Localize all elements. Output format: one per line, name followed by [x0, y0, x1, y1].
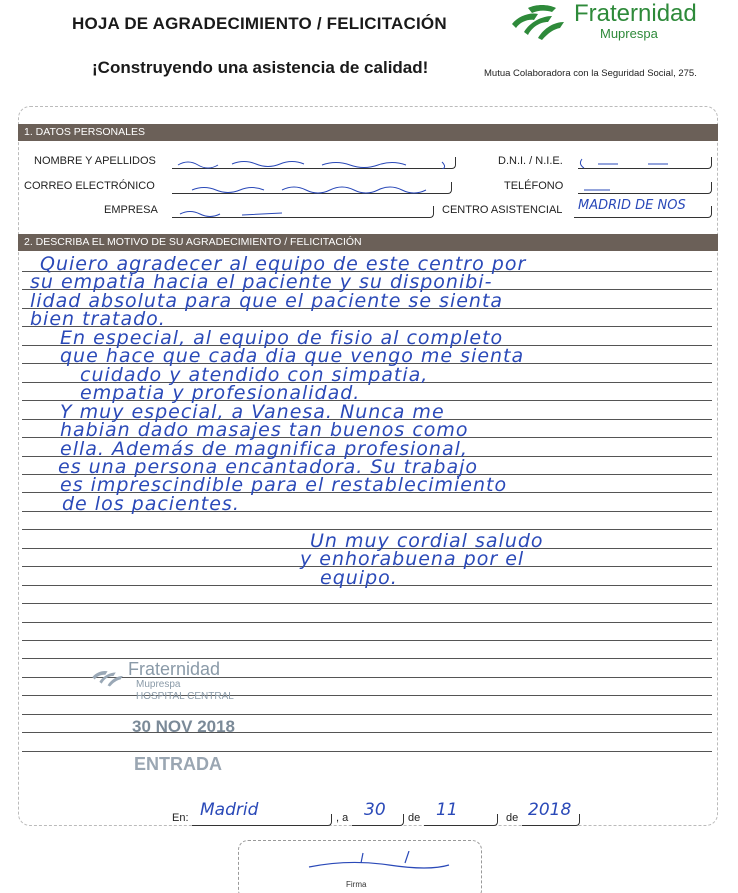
dni-field[interactable] — [578, 157, 712, 169]
stamp-name: Fraternidad — [128, 659, 221, 679]
stamp-entrada: ENTRADA — [134, 754, 222, 774]
handwritten-line: de los pacientes. — [62, 493, 240, 515]
centro-value: MADRID DE NOS — [578, 198, 686, 213]
year-value: 2018 — [528, 800, 572, 820]
entry-stamp — [90, 657, 250, 777]
handwritten-line: empatia y profesionalidad. — [80, 382, 361, 404]
handwritten-line: es una persona encantadora. Su trabajo — [58, 456, 479, 478]
label-centro: CENTRO ASISTENCIAL — [442, 204, 563, 216]
correo-field[interactable] — [172, 182, 452, 194]
label-dni: D.N.I. / N.I.E. — [498, 155, 563, 167]
handwritten-line: que hace que cada dia que vengo me sienta — [60, 345, 525, 367]
label-empresa: EMPRESA — [104, 204, 158, 216]
day-value: 30 — [364, 800, 386, 820]
label-telefono: TELÉFONO — [504, 180, 564, 192]
handwritten-line: equipo. — [320, 567, 398, 589]
logo-name: Fraternidad — [574, 0, 697, 27]
handwritten-line: y enhorabuena por el — [300, 548, 525, 570]
stamp-sub: Muprespa — [136, 679, 181, 690]
handwritten-line: habian dado masajes tan buenos como — [60, 419, 469, 441]
handwritten-line: En especial, al equipo de fisio al completo — [60, 327, 504, 349]
brand-logo — [508, 0, 728, 46]
ruled-line — [22, 603, 712, 604]
page-title: HOJA DE AGRADECIMIENTO / FELICITACIÓN — [72, 14, 447, 33]
section-datos-personales: 1. DATOS PERSONALES — [18, 124, 718, 141]
nombre-scribble — [172, 157, 456, 169]
mutua-text: Mutua Colaboradora con la Seguridad Social, 275. — [484, 68, 697, 79]
nombre-field[interactable] — [172, 157, 456, 169]
handwritten-line: lidad absoluta para que el paciente se sienta — [30, 290, 504, 312]
handwritten-line: Un muy cordial saludo — [310, 530, 544, 552]
label-a: , a — [336, 812, 349, 824]
handwritten-line: Quiero agradecer al equipo de este centro por — [40, 253, 527, 275]
logo-sub: Muprespa — [600, 26, 658, 41]
correo-scribble — [172, 182, 452, 194]
handwritten-line: es imprescindible para el restablecimiento — [60, 474, 508, 496]
label-de-2: de — [506, 812, 519, 824]
label-de-1: de — [408, 812, 421, 824]
label-nombre: NOMBRE Y APELLIDOS — [34, 155, 156, 167]
handwritten-line: Y muy especial, a Vanesa. Nunca me — [60, 401, 445, 423]
firma-label: Firma — [346, 880, 367, 889]
stamp-hospital: HOSPITAL CENTRAL — [136, 691, 234, 702]
ruled-line — [22, 622, 712, 623]
place-value: Madrid — [200, 800, 259, 820]
dni-scribble — [578, 157, 712, 169]
telefono-field[interactable] — [578, 182, 712, 194]
handwritten-line: su empatia hacia el paciente y su disponibi- — [30, 271, 493, 293]
month-value: 11 — [436, 800, 458, 820]
label-correo: CORREO ELECTRÓNICO — [24, 180, 155, 192]
fraternidad-logo-icon — [508, 2, 566, 42]
section-motivo: 2. DESCRIBA EL MOTIVO DE SU AGRADECIMIENTO / FELICITACIÓN — [18, 234, 718, 251]
label-en: En: — [172, 812, 189, 824]
handwritten-line: cuidado y atendido con simpatia, — [80, 364, 429, 386]
empresa-field[interactable] — [172, 206, 434, 218]
telefono-scribble — [578, 182, 712, 194]
empresa-scribble — [172, 206, 434, 218]
page-subtitle: ¡Construyendo una asistencia de calidad! — [92, 58, 429, 77]
handwritten-line: ella. Además de magnifica profesional, — [60, 438, 468, 460]
handwritten-line: bien tratado. — [30, 308, 166, 330]
stamp-logo-icon — [90, 663, 124, 689]
stamp-date: 30 NOV 2018 — [132, 717, 236, 736]
ruled-line — [22, 640, 712, 641]
